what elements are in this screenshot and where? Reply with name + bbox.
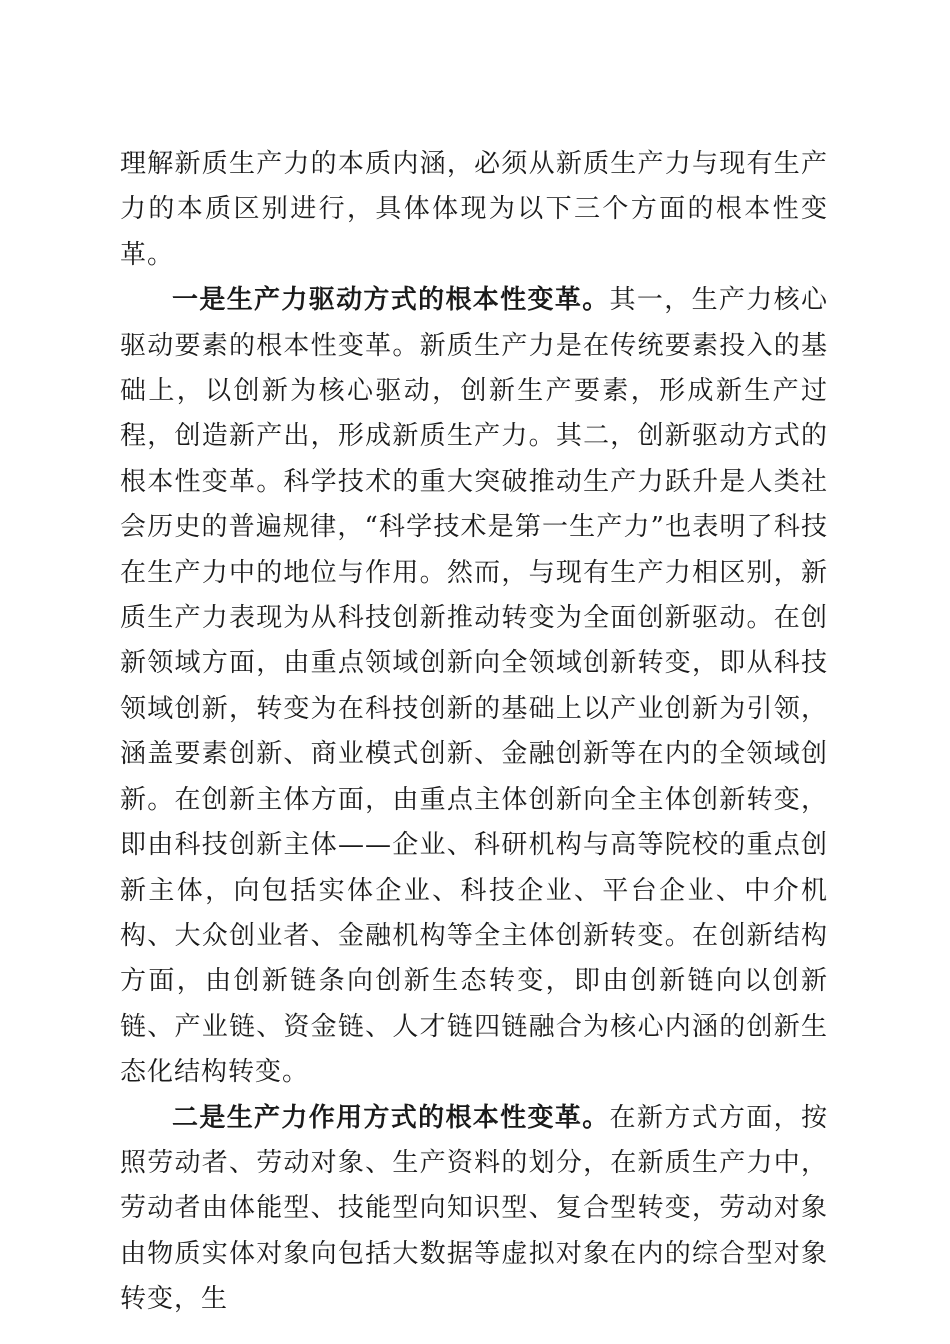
paragraph-text: 其一，生产力核心驱动要素的根本性变革。新质生产力是在传统要素投入的基础上，以创新为核心驱动，创新生产要素，形成新生产过程，创造新产出，形成新质生产力。其二，创新驱动方式的根本性变革。科学技术的重大突破推动生产力跃升是人类社会历史的普遍规律，“科学技术是第一生产力”也表明了科技在生产力中的地位与作用。然而，与现有生产力相区别，新质生产力表现为从科技创新推动转变为全面创新驱动。在创新领域方面，由重点领域创新向全领域创新转变，即从科技领域创新，转变为在科技创新的基础上以产业创新为引领，涵盖要素创新、商业模式创新、金融创新等在内的全领域创新。在创新主体方面，由重点主体创新向全主体创新转变，即由科技创新主体——企业、科研机构与高等院校的重点创新主体，向包括实体企业、科技企业、平台企业、中介机构、大众创业者、金融机构等全主体创新转变。在创新结构方面，由创新链条向创新生态转变，即由创新链向以创新链、产业链、资金链、人才链四链融合为核心内涵的创新生态化结构转变。 (120, 285, 828, 1088)
paragraph-driving-mode (120, 278, 828, 1095)
paragraph-intro (120, 142, 828, 278)
paragraph-heading: 一是生产力驱动方式的根本性变革。 (172, 285, 610, 316)
paragraph-text: 理解新质生产力的本质内涵，必须从新质生产力与现有生产力的本质区别进行，具体体现为以下三个方面的根本性变革。 (120, 149, 828, 270)
paragraph-text: 在新方式方面，按照劳动者、劳动对象、生产资料的划分，在新质生产力中，劳动者由体能型、技能型向知识型、复合型转变，劳动对象由物质实体对象向包括大数据等虚拟对象在内的综合型对象转变，生 (120, 1102, 828, 1315)
paragraph-action-mode (120, 1096, 828, 1323)
paragraph-heading: 二是生产力作用方式的根本性变革。 (172, 1102, 610, 1133)
document-body (120, 142, 828, 1323)
